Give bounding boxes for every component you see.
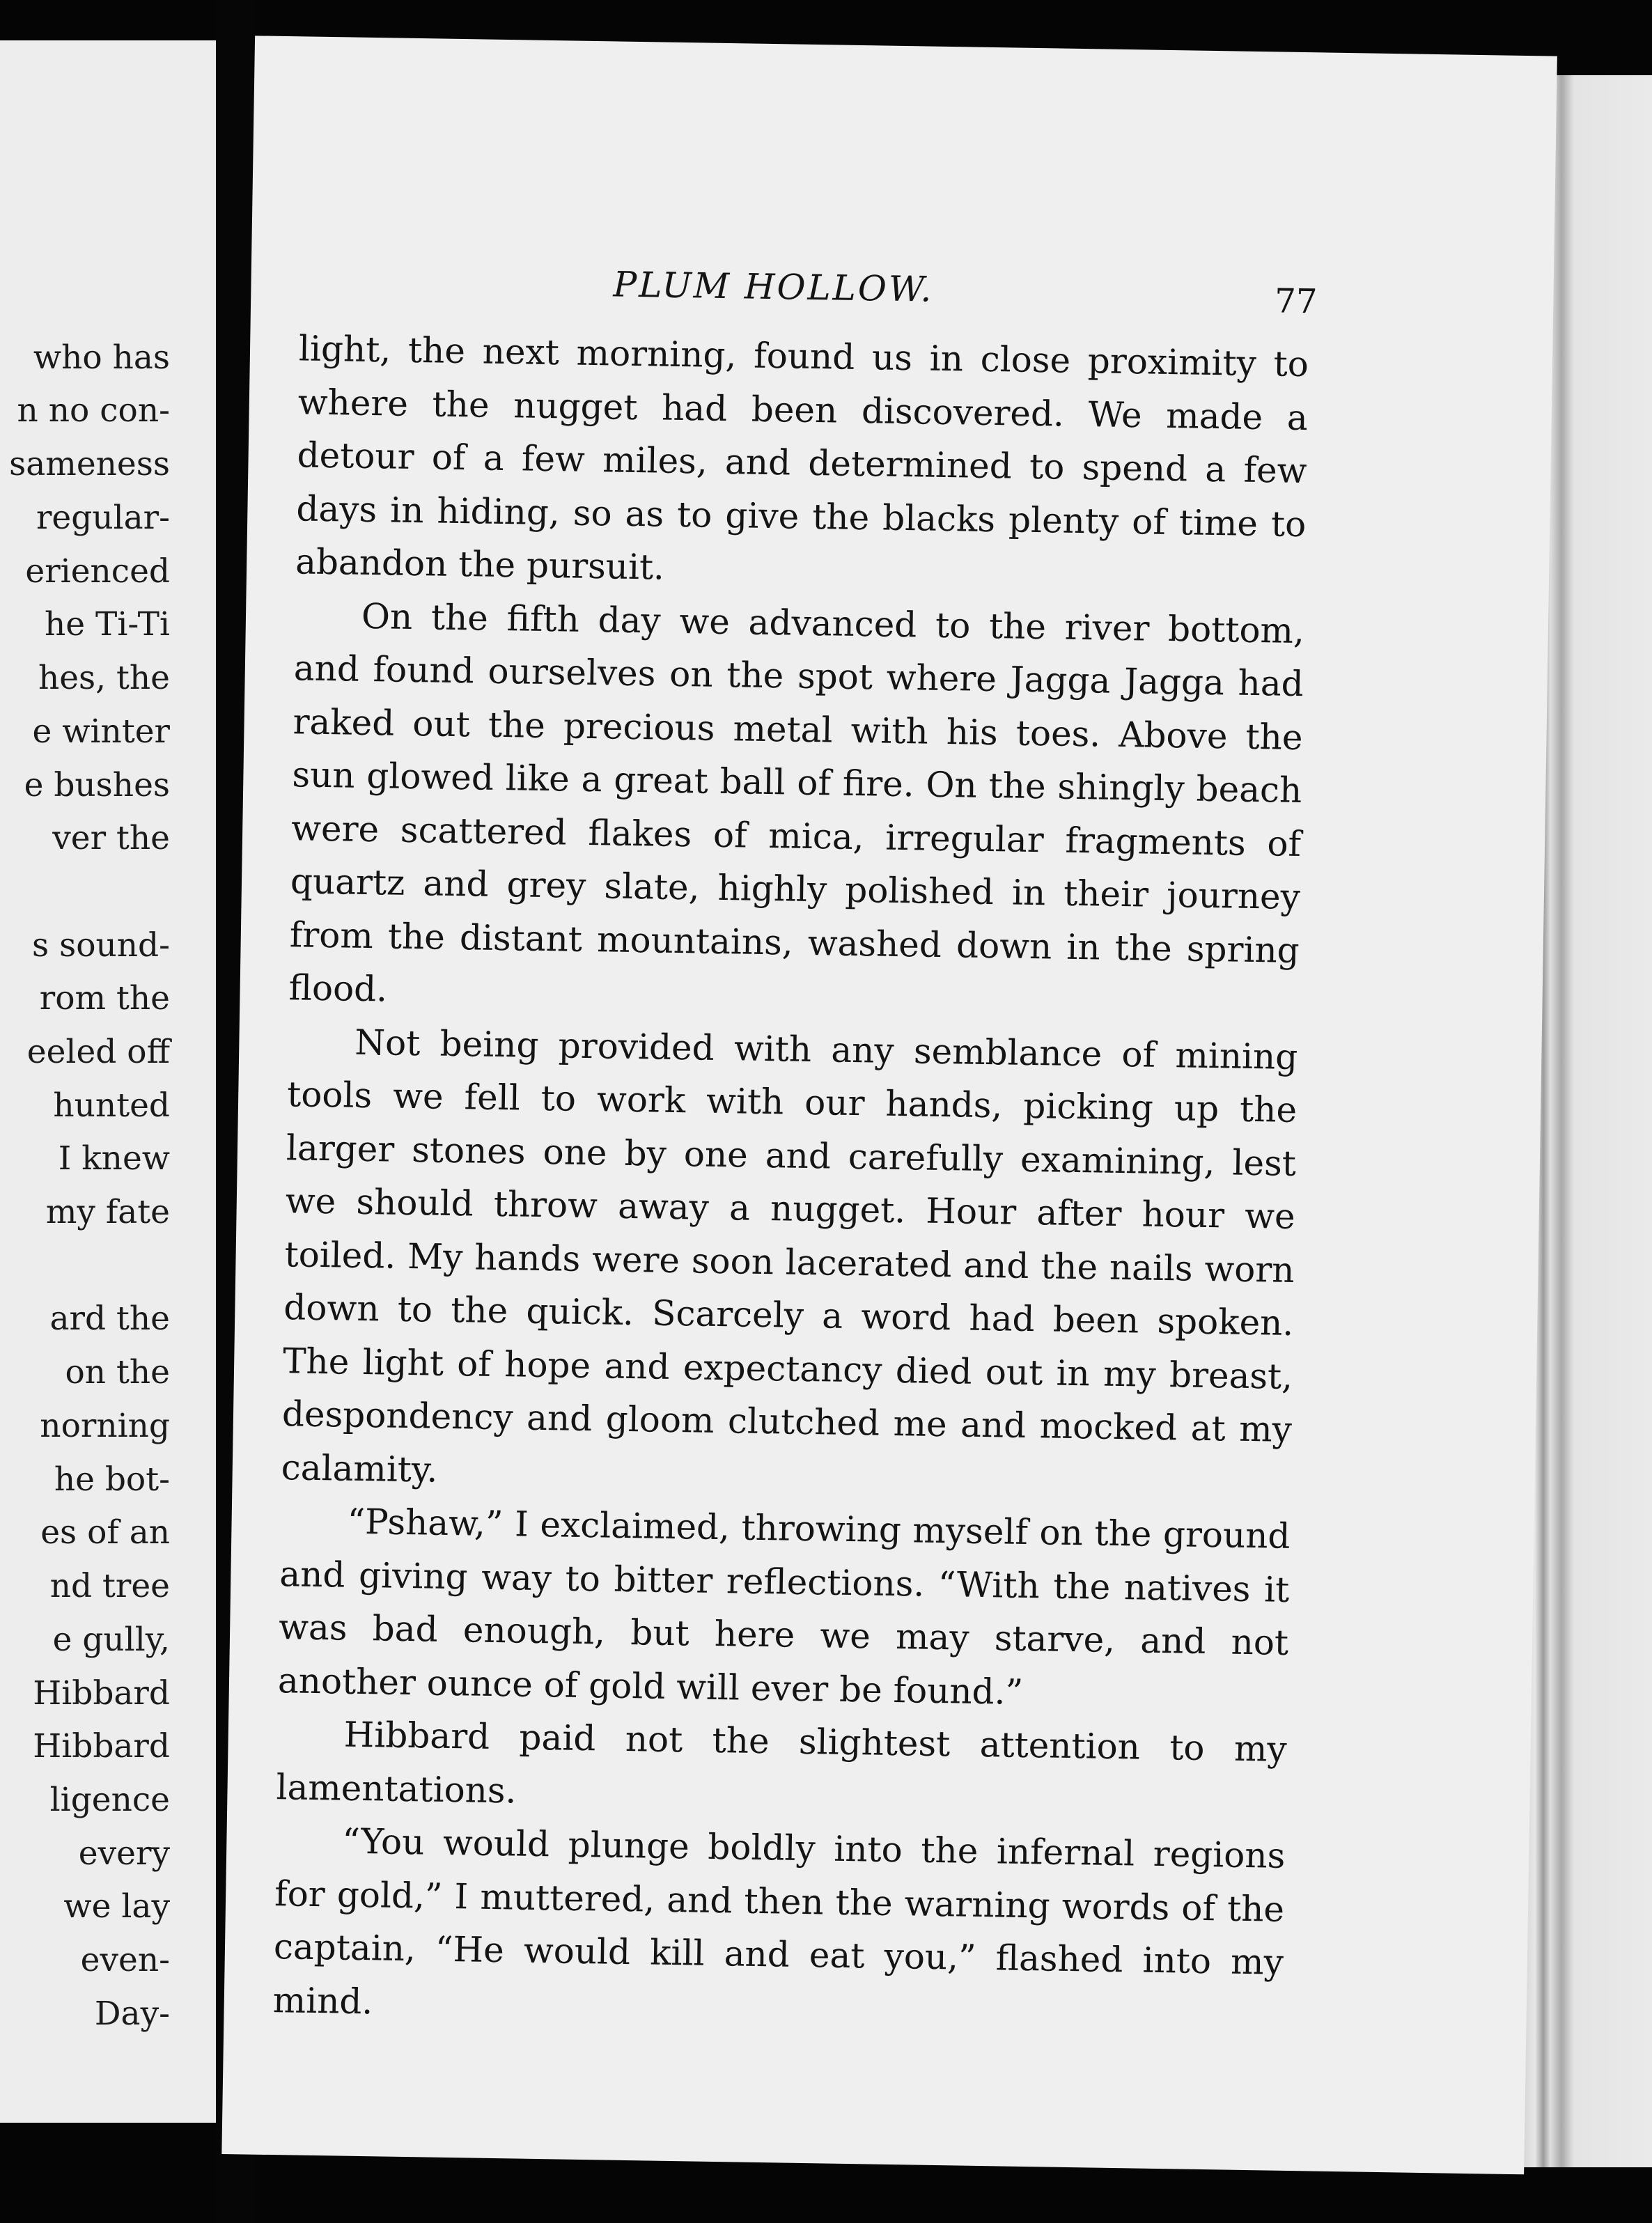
paragraph: Hibbard paid not the slightest attention to my lamentations. (276, 1714, 1288, 1811)
facing-page-left (0, 40, 216, 2123)
facing-page-line: my fate (45, 1193, 170, 1231)
facing-page-line: nd tree (49, 1567, 170, 1605)
facing-page-line: regular- (36, 499, 170, 537)
paragraph: “Pshaw,” I exclaimed, throwing myself on the ground and giving way to bitter reflections. “With the natives it was bad enough, but here we may starve, and not another ounce of gold will ever be found.” (277, 1501, 1291, 1713)
book-page-right (221, 36, 1557, 2174)
facing-page-line: who has (33, 338, 170, 377)
facing-page-line: every (78, 1834, 170, 1873)
paragraph: light, the next morning, found us in close proximity to where the nugget had been discovered. We made a detour of a few miles, and determined to spend a few days in hiding, so as to give the blacks plenty of time to abandon the pursuit. (295, 328, 1309, 588)
facing-page-line: e gully, (52, 1621, 170, 1659)
facing-page-line: norning (40, 1407, 170, 1445)
facing-page-line: he Ti-Ti (45, 605, 170, 644)
body-text (272, 322, 1309, 2042)
facing-page-line: hunted (53, 1086, 170, 1125)
facing-page-line: ligence (49, 1781, 170, 1819)
facing-page-line: rom the (39, 979, 170, 1017)
paragraph: Not being provided with any semblance of mining tools we fell to work with our hands, picking up the larger stones one by one and carefully examining, lest we should throw away a nugget. Hour after hour we toiled. My hands were soon lacerated and the nails worn down to the quick. Scarcely a word had been spoken. The light of hope and expectancy died out in my breast, despondency and gloom clutched me and mocked at my calamity. (281, 1022, 1298, 1490)
paragraph: On the fifth day we advanced to the river bottom, and found ourselves on the spot where Jagga Jagga had raked out the precious metal with his toes. Above the sun glowed like a great ball of fire. On the shingly beach were scattered flakes of mica, irregular fragments of quartz and grey slate, highly polished in their journey from the distant mountains, washed down in the spring flood. (288, 595, 1305, 1010)
page-number: 77 (1274, 281, 1318, 322)
facing-page-line: hes, the (38, 659, 170, 697)
facing-page-line: Day- (94, 1995, 170, 2033)
facing-page-line: we lay (63, 1887, 170, 1926)
facing-page-line: ard the (49, 1300, 170, 1338)
facing-page-line: ver the (52, 819, 170, 857)
facing-page-line: even- (80, 1941, 170, 1979)
facing-page-line: e bushes (24, 766, 170, 804)
facing-page-line: es of an (40, 1513, 170, 1552)
facing-page-line: Hibbard (33, 1674, 170, 1713)
facing-page-line: on the (65, 1353, 170, 1391)
facing-page-line: s sound- (32, 926, 170, 965)
facing-page-line: eeled off (26, 1033, 170, 1071)
facing-page-line: e winter (32, 712, 170, 751)
facing-page-line: Hibbard (33, 1727, 170, 1765)
facing-page-line: n no con- (17, 391, 170, 430)
running-title: PLUM HOLLOW. (613, 264, 934, 310)
facing-page-line: sameness (9, 445, 170, 483)
facing-page-line: he bot- (54, 1460, 170, 1499)
paragraph: “You would plunge boldly into the infernal regions for gold,” I muttered, and then the warning words of the captain, “He would kill and eat you,” flashed into my mind. (272, 1820, 1286, 2022)
facing-page-line: I knew (58, 1139, 170, 1178)
facing-page-line: erienced (25, 552, 170, 591)
